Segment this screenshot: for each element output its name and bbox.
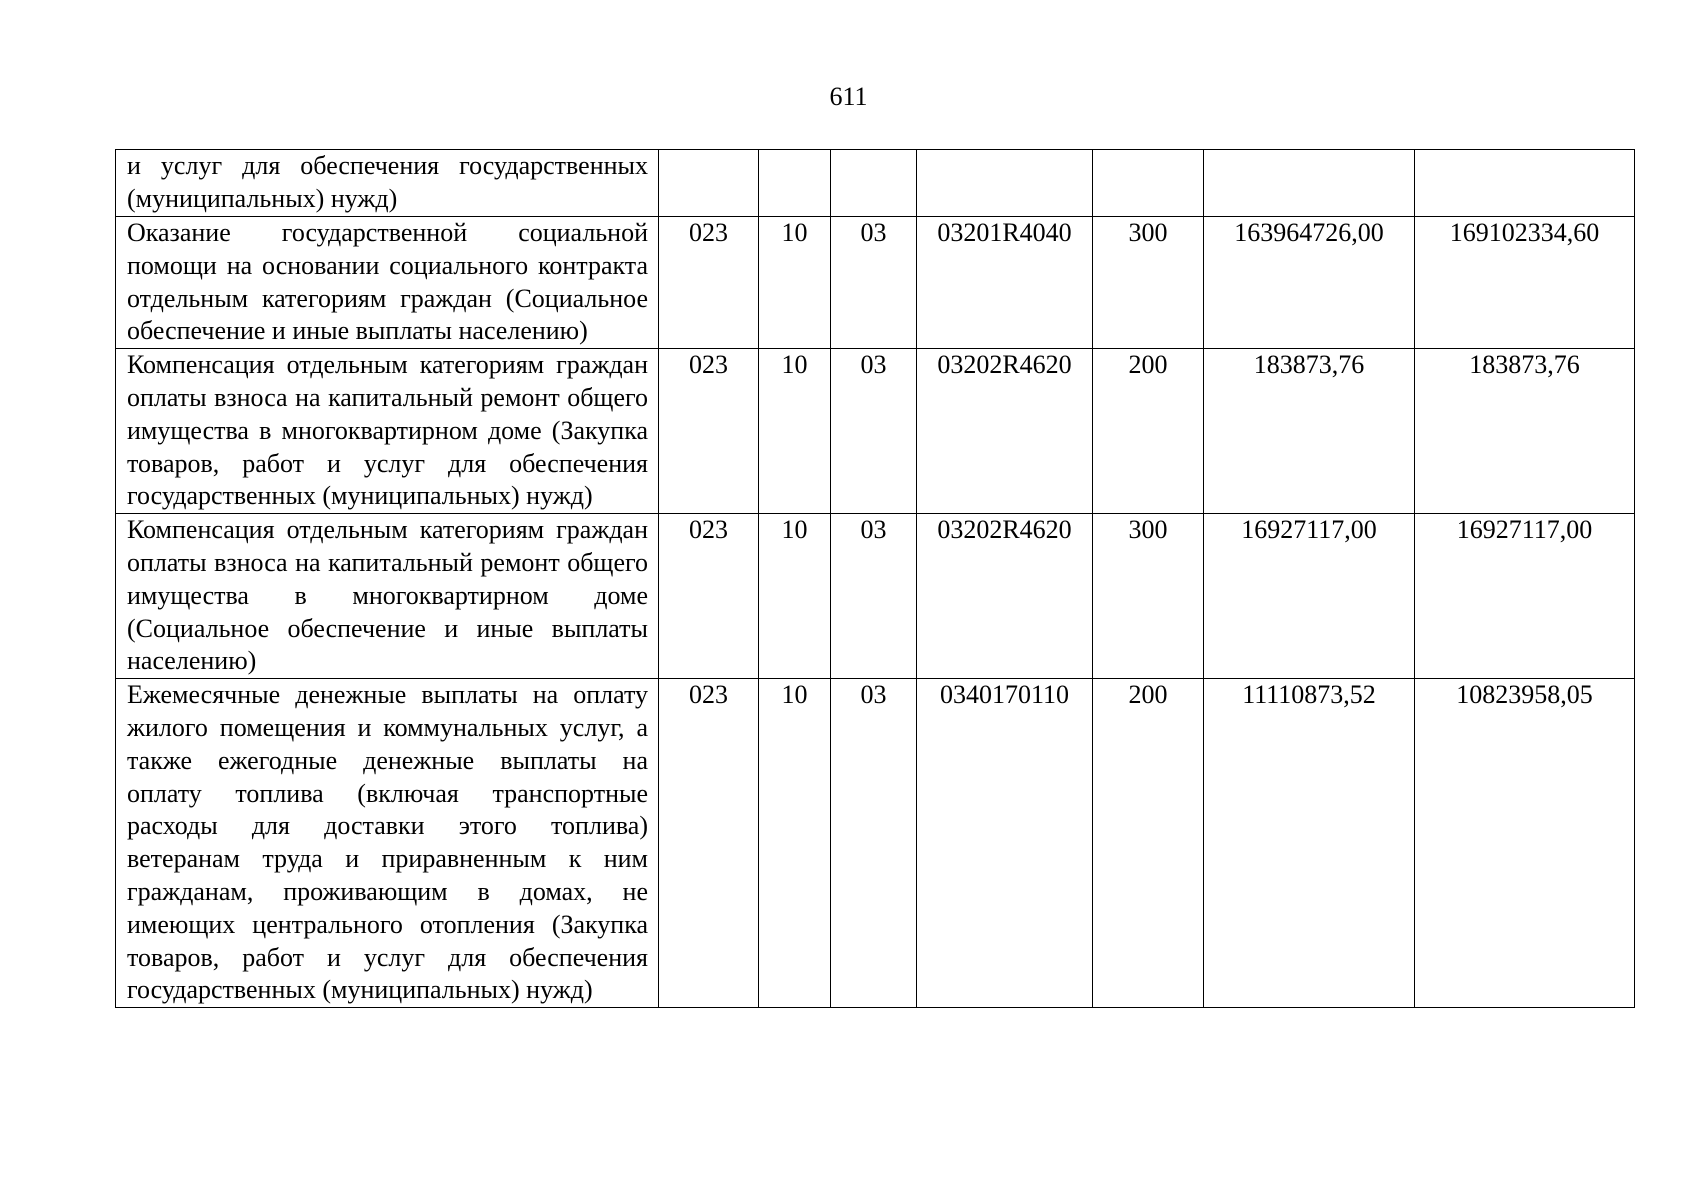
- subsection-code: 03: [831, 217, 917, 349]
- row-description: Оказание государственной социальной помощи на основании социального контракта отдельным категориям граждан (Социальное обеспечение и иные выплаты населению): [116, 217, 659, 349]
- expense-type-code: 300: [1093, 217, 1204, 349]
- budget-table: [115, 149, 1635, 1008]
- amount-year2: 183873,76: [1415, 349, 1635, 514]
- ministry-code: [659, 150, 759, 217]
- amount-year2: 16927117,00: [1415, 514, 1635, 679]
- amount-year1: 163964726,00: [1204, 217, 1415, 349]
- section-code: 10: [759, 514, 831, 679]
- section-code: 10: [759, 217, 831, 349]
- table-row: [116, 349, 1635, 514]
- target-article-code: 0340170110: [917, 679, 1093, 1008]
- section-code: 10: [759, 679, 831, 1008]
- subsection-code: [831, 150, 917, 217]
- table-row: [116, 150, 1635, 217]
- page-number: 611: [829, 82, 868, 111]
- amount-year1: 16927117,00: [1204, 514, 1415, 679]
- amount-year2: 169102334,60: [1415, 217, 1635, 349]
- table-row: [116, 217, 1635, 349]
- target-article-code: [917, 150, 1093, 217]
- subsection-code: 03: [831, 514, 917, 679]
- target-article-code: 03202R4620: [917, 514, 1093, 679]
- subsection-code: 03: [831, 679, 917, 1008]
- row-description: и услуг для обеспечения государственных (муниципальных) нужд): [116, 150, 659, 217]
- expense-type-code: 200: [1093, 349, 1204, 514]
- ministry-code: 023: [659, 679, 759, 1008]
- amount-year1: [1204, 150, 1415, 217]
- amount-year1: 183873,76: [1204, 349, 1415, 514]
- expense-type-code: 200: [1093, 679, 1204, 1008]
- row-description: Компенсация отдельным категориям граждан оплаты взноса на капитальный ремонт общего имущества в многоквартирном доме (Социальное обеспечение и иные выплаты населению): [116, 514, 659, 679]
- ministry-code: 023: [659, 349, 759, 514]
- expense-type-code: [1093, 150, 1204, 217]
- subsection-code: 03: [831, 349, 917, 514]
- amount-year2: [1415, 150, 1635, 217]
- amount-year1: 11110873,52: [1204, 679, 1415, 1008]
- ministry-code: 023: [659, 514, 759, 679]
- section-code: 10: [759, 349, 831, 514]
- table-row: [116, 514, 1635, 679]
- amount-year2: 10823958,05: [1415, 679, 1635, 1008]
- target-article-code: 03201R4040: [917, 217, 1093, 349]
- row-description: Ежемесячные денежные выплаты на оплату жилого помещения и коммунальных услуг, а также ежегодные денежные выплаты на оплату топлива (включая транспортные расходы для доставки этого топлива) ветеранам труда и приравненным к ним гражданам, проживающим в домах, не имеющих центрального отопления (Закупка товаров, работ и услуг для обеспечения государственных (муниципальных) нужд): [116, 679, 659, 1008]
- expense-type-code: 300: [1093, 514, 1204, 679]
- table-row: [116, 679, 1635, 1008]
- row-description: Компенсация отдельным категориям граждан оплаты взноса на капитальный ремонт общего имущества в многоквартирном доме (Закупка товаров, работ и услуг для обеспечения государственных (муниципальных) нужд): [116, 349, 659, 514]
- target-article-code: 03202R4620: [917, 349, 1093, 514]
- section-code: [759, 150, 831, 217]
- ministry-code: 023: [659, 217, 759, 349]
